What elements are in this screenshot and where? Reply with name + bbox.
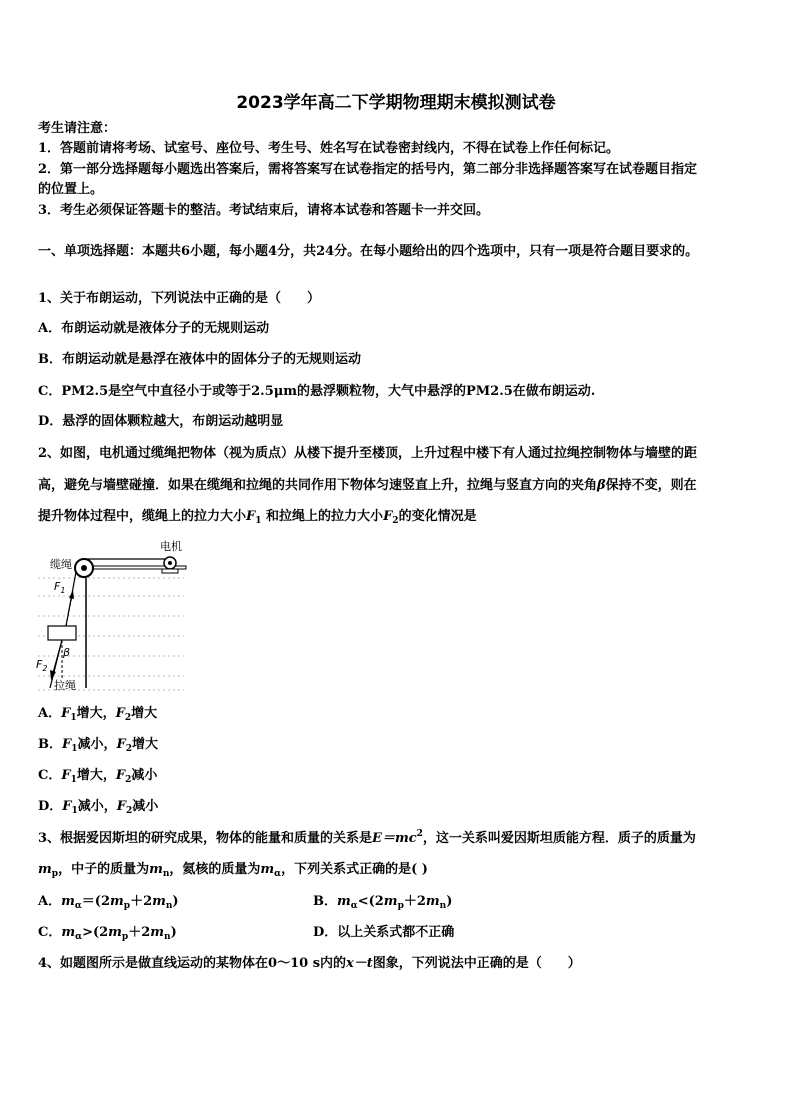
q2-option-a: A．$F_1$增大，$F_2$增大 (38, 706, 158, 723)
q2-option-d: D．$F_1$减小，$F_2$减小 (38, 799, 159, 816)
q1-stem: 1、关于布朗运动，下列说法中正确的是（ ） (38, 291, 321, 306)
q4-stem: 4、如题图所示是做直线运动的某物体在0～10 s内的x－t图象，下列说法中正确的是（ ） (38, 956, 581, 971)
f1-label: $F_1$ (54, 580, 66, 595)
notice-item-3: 3．考生必须保证答题卡的整洁。考试结束后，请将本试卷和答题卡一并交回。 (38, 203, 490, 218)
section-heading: 一、单项选择题：本题共6小题，每小题4分，共24分。在每小题给出的四个选项中，只有一项是符合题目要求的。 (38, 244, 699, 259)
q1-option-c: C．PM2.5是空气中直径小于或等于2.5μm的悬浮颗粒物，大气中悬浮的PM2.5在做布朗运动. (38, 384, 596, 399)
q1-option-d: D．悬浮的固体颗粒越大，布朗运动越明显 (38, 414, 284, 429)
q1-option-a: A．布朗运动就是液体分子的无规则运动 (38, 321, 270, 336)
q3-stem-line2: $m_p$，中子的质量为$m_n$，氦核的质量为$m_\alpha$，下列关系式正确的是( ) (38, 862, 428, 879)
q1-option-b: B．布朗运动就是悬浮在液体中的固体分子的无规则运动 (38, 352, 361, 367)
rope-label: 拉绳 (54, 679, 76, 692)
q2-stem-line1: 2、如图，电机通过缆绳把物体（视为质点）从楼下提升至楼顶，上升过程中楼下有人通过拉绳控制物体与墙壁的距 (38, 446, 698, 461)
q2-option-b: B．$F_1$减小，$F_2$增大 (38, 737, 159, 754)
f2-label: $F_2$ (36, 658, 48, 673)
q3-option-d: D．以上关系式都不正确 (313, 925, 455, 940)
q3-stem-line1: 3、根据爱因斯坦的研究成果，物体的能量和质量的关系是$E=mc^2$，这一关系叫爱因斯坦质能方程．质子的质量为 (38, 829, 696, 846)
page-title: 2023学年高二下学期物理期末模拟测试卷 (236, 93, 556, 113)
notice-item-2: 2．第一部分选择题每小题选出答案后，需将答案写在试卷指定的括号内，第二部分非选择题答案写在试卷题目指定 (38, 162, 698, 177)
q2-stem-line3: 提升物体过程中，缆绳上的拉力大小$F_1$ 和拉绳上的拉力大小$F_2$的变化情况是 (38, 509, 477, 526)
block (48, 626, 76, 640)
q2-stem-line2: 高，避免与墙壁碰撞．如果在缆绳和拉绳的共同作用下物体匀速竖直上升，拉绳与竖直方向的夹角β保持不变，则在 (38, 478, 697, 493)
cable-label: 缆绳 (50, 558, 72, 571)
q3-option-c: C．$m_\alpha>(2m_p+2m_n)$ (38, 925, 177, 942)
notice-heading: 考生请注意： (38, 121, 117, 136)
q3-option-a: A．$m_\alpha=(2m_p+2m_n)$ (38, 894, 179, 911)
motor-label: 电机 (160, 540, 182, 553)
beta-label: β (63, 646, 71, 659)
q2-figure (36, 538, 196, 696)
notice-item-2-cont: 的位置上。 (38, 182, 104, 197)
q2-option-c: C．$F_1$增大，$F_2$减小 (38, 768, 158, 785)
q3-option-b: B．$m_\alpha<(2m_p+2m_n)$ (313, 894, 453, 911)
notice-item-1: 1．答题前请将考场、试室号、座位号、考生号、姓名写在试卷密封线内，不得在试卷上作任何标记。 (38, 141, 620, 156)
